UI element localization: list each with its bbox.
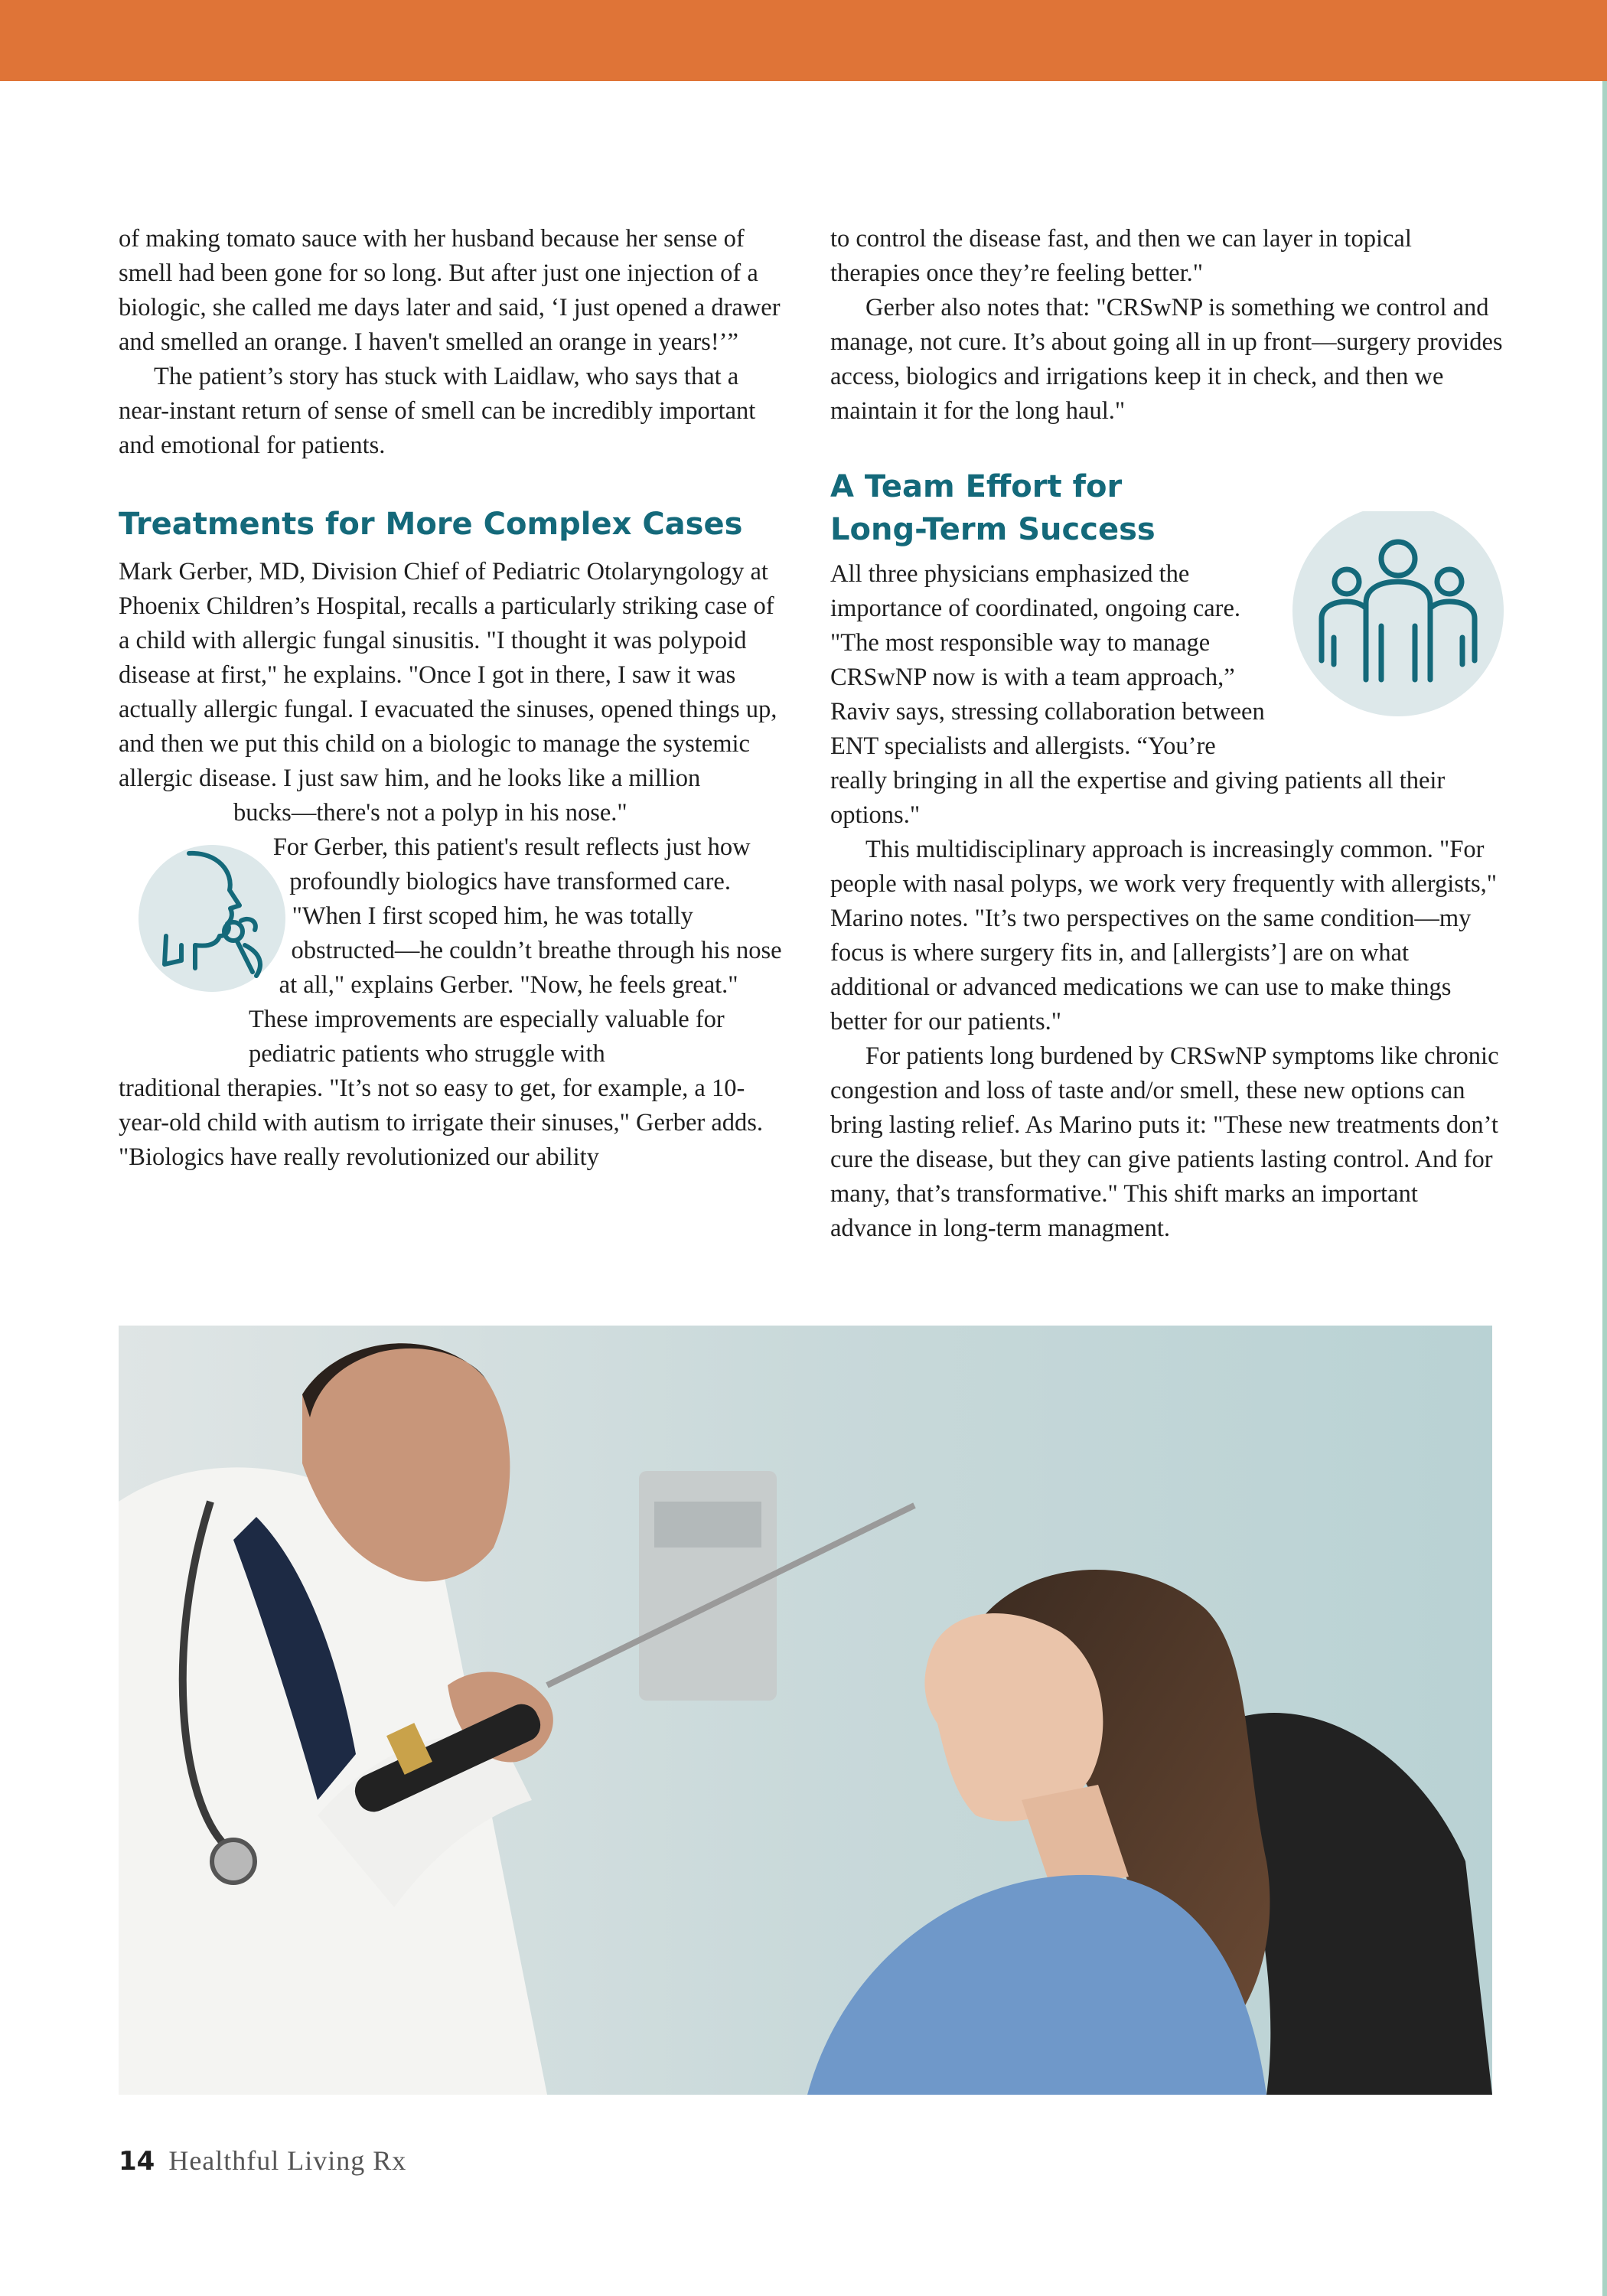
left-column <box>119 222 784 1175</box>
left-paragraph-3-end: bucks—there's not a polyp in his nose." <box>233 799 627 827</box>
top-color-band <box>0 0 1607 81</box>
right-paragraph-5: For patients long burdened by CRSwNP symptoms like chronic congestion and loss of taste and/or smell, these new options can bring lasting relief. As Marino puts it: "These new treatments don’t cure the disease, but they can give patients lasting control. And for many, that’s transformative." This shift marks an important advance in long-term managment. <box>830 1042 1499 1242</box>
magazine-name: Healthful Living Rx <box>168 2145 407 2176</box>
doctor-examining-patient-nose-photo <box>119 1326 1492 2095</box>
right-paragraph-3: All three physicians emphasized the importance of coordinated, ongoing care. "The most responsible way to manage CRSwNP now is with a team approach,” Raviv says, stressing collaboration between ENT specialists and allergists. “You’re really bringing in all the expertise and giving patients all their options." <box>830 560 1446 829</box>
left-paragraph-5-start: These improvements are especially valuable for pediatric patients who struggle with <box>249 1006 725 1068</box>
left-paragraph-2: The patient’s story has stuck with Laidlaw, who says that a near-instant return of sense of smell can be incredibly important and emotional for patients. <box>119 363 756 459</box>
section-heading-team-effort: A Team Effort for Long-Term Success <box>830 469 1156 547</box>
page-footer <box>119 2141 406 2180</box>
team-people-icon <box>1274 511 1504 756</box>
left-paragraph-1: of making tomato sauce with her husband because her sense of smell had been gone for so long. But after just one injection of a biologic, she called me days later and said, ‘I just opened a drawer and smelled an orange. I haven't smelled an orange in years!’” <box>119 225 781 356</box>
right-paragraph-1: to control the disease fast, and then we can layer in topical therapies once they’re feeling better." <box>830 225 1412 287</box>
right-paragraph-2: Gerber also notes that: "CRSwNP is something we control and manage, not cure. It’s about going all in up front—surgery provides access, biologics and irrigations keep it in check, and then we maintain it for the long haul." <box>830 294 1503 425</box>
section-heading-complex-cases: Treatments for More Complex Cases <box>119 507 743 542</box>
left-paragraph-3: Mark Gerber, MD, Division Chief of Pediatric Otolaryngology at Phoenix Children’s Hospital, recalls a particularly striking case of a child with allergic fungal sinusitis. "I thought it was polypoid disease at first," he explains. "Once I got in there, I saw it was actually allergic fungal. I evacuated the sinuses, opened things up, and then we put this child on a biologic to manage the systemic allergic disease. I just saw him, and he looks like a million <box>119 558 777 792</box>
page-number: 14 <box>119 2146 155 2177</box>
left-paragraph-5: traditional therapies. "It’s not so easy to get, for example, a 10-year-old child with autism to irrigate their sinuses," Gerber adds. "Biologics have really revolutionized our ability <box>119 1075 764 1171</box>
page-edge-stripe <box>1602 81 1607 2296</box>
left-paragraph-4: For Gerber, this patient's result reflects just how profoundly biologics have transformed care. "When I first scoped him, he was totally obstructed—he couldn’t breathe through his nose at all," explains Gerber. "Now, he feels great." <box>272 833 782 999</box>
right-column <box>830 222 1504 1246</box>
right-paragraph-4: This multidisciplinary approach is increasingly common. "For people with nasal polyps, we work very frequently with allergists," Marino notes. "It’s two perspectives on the same condition—my focus is where surgery fits in, and [allergists’] are on what additional or advanced medications we can use to make things better for our patients." <box>830 836 1498 1035</box>
